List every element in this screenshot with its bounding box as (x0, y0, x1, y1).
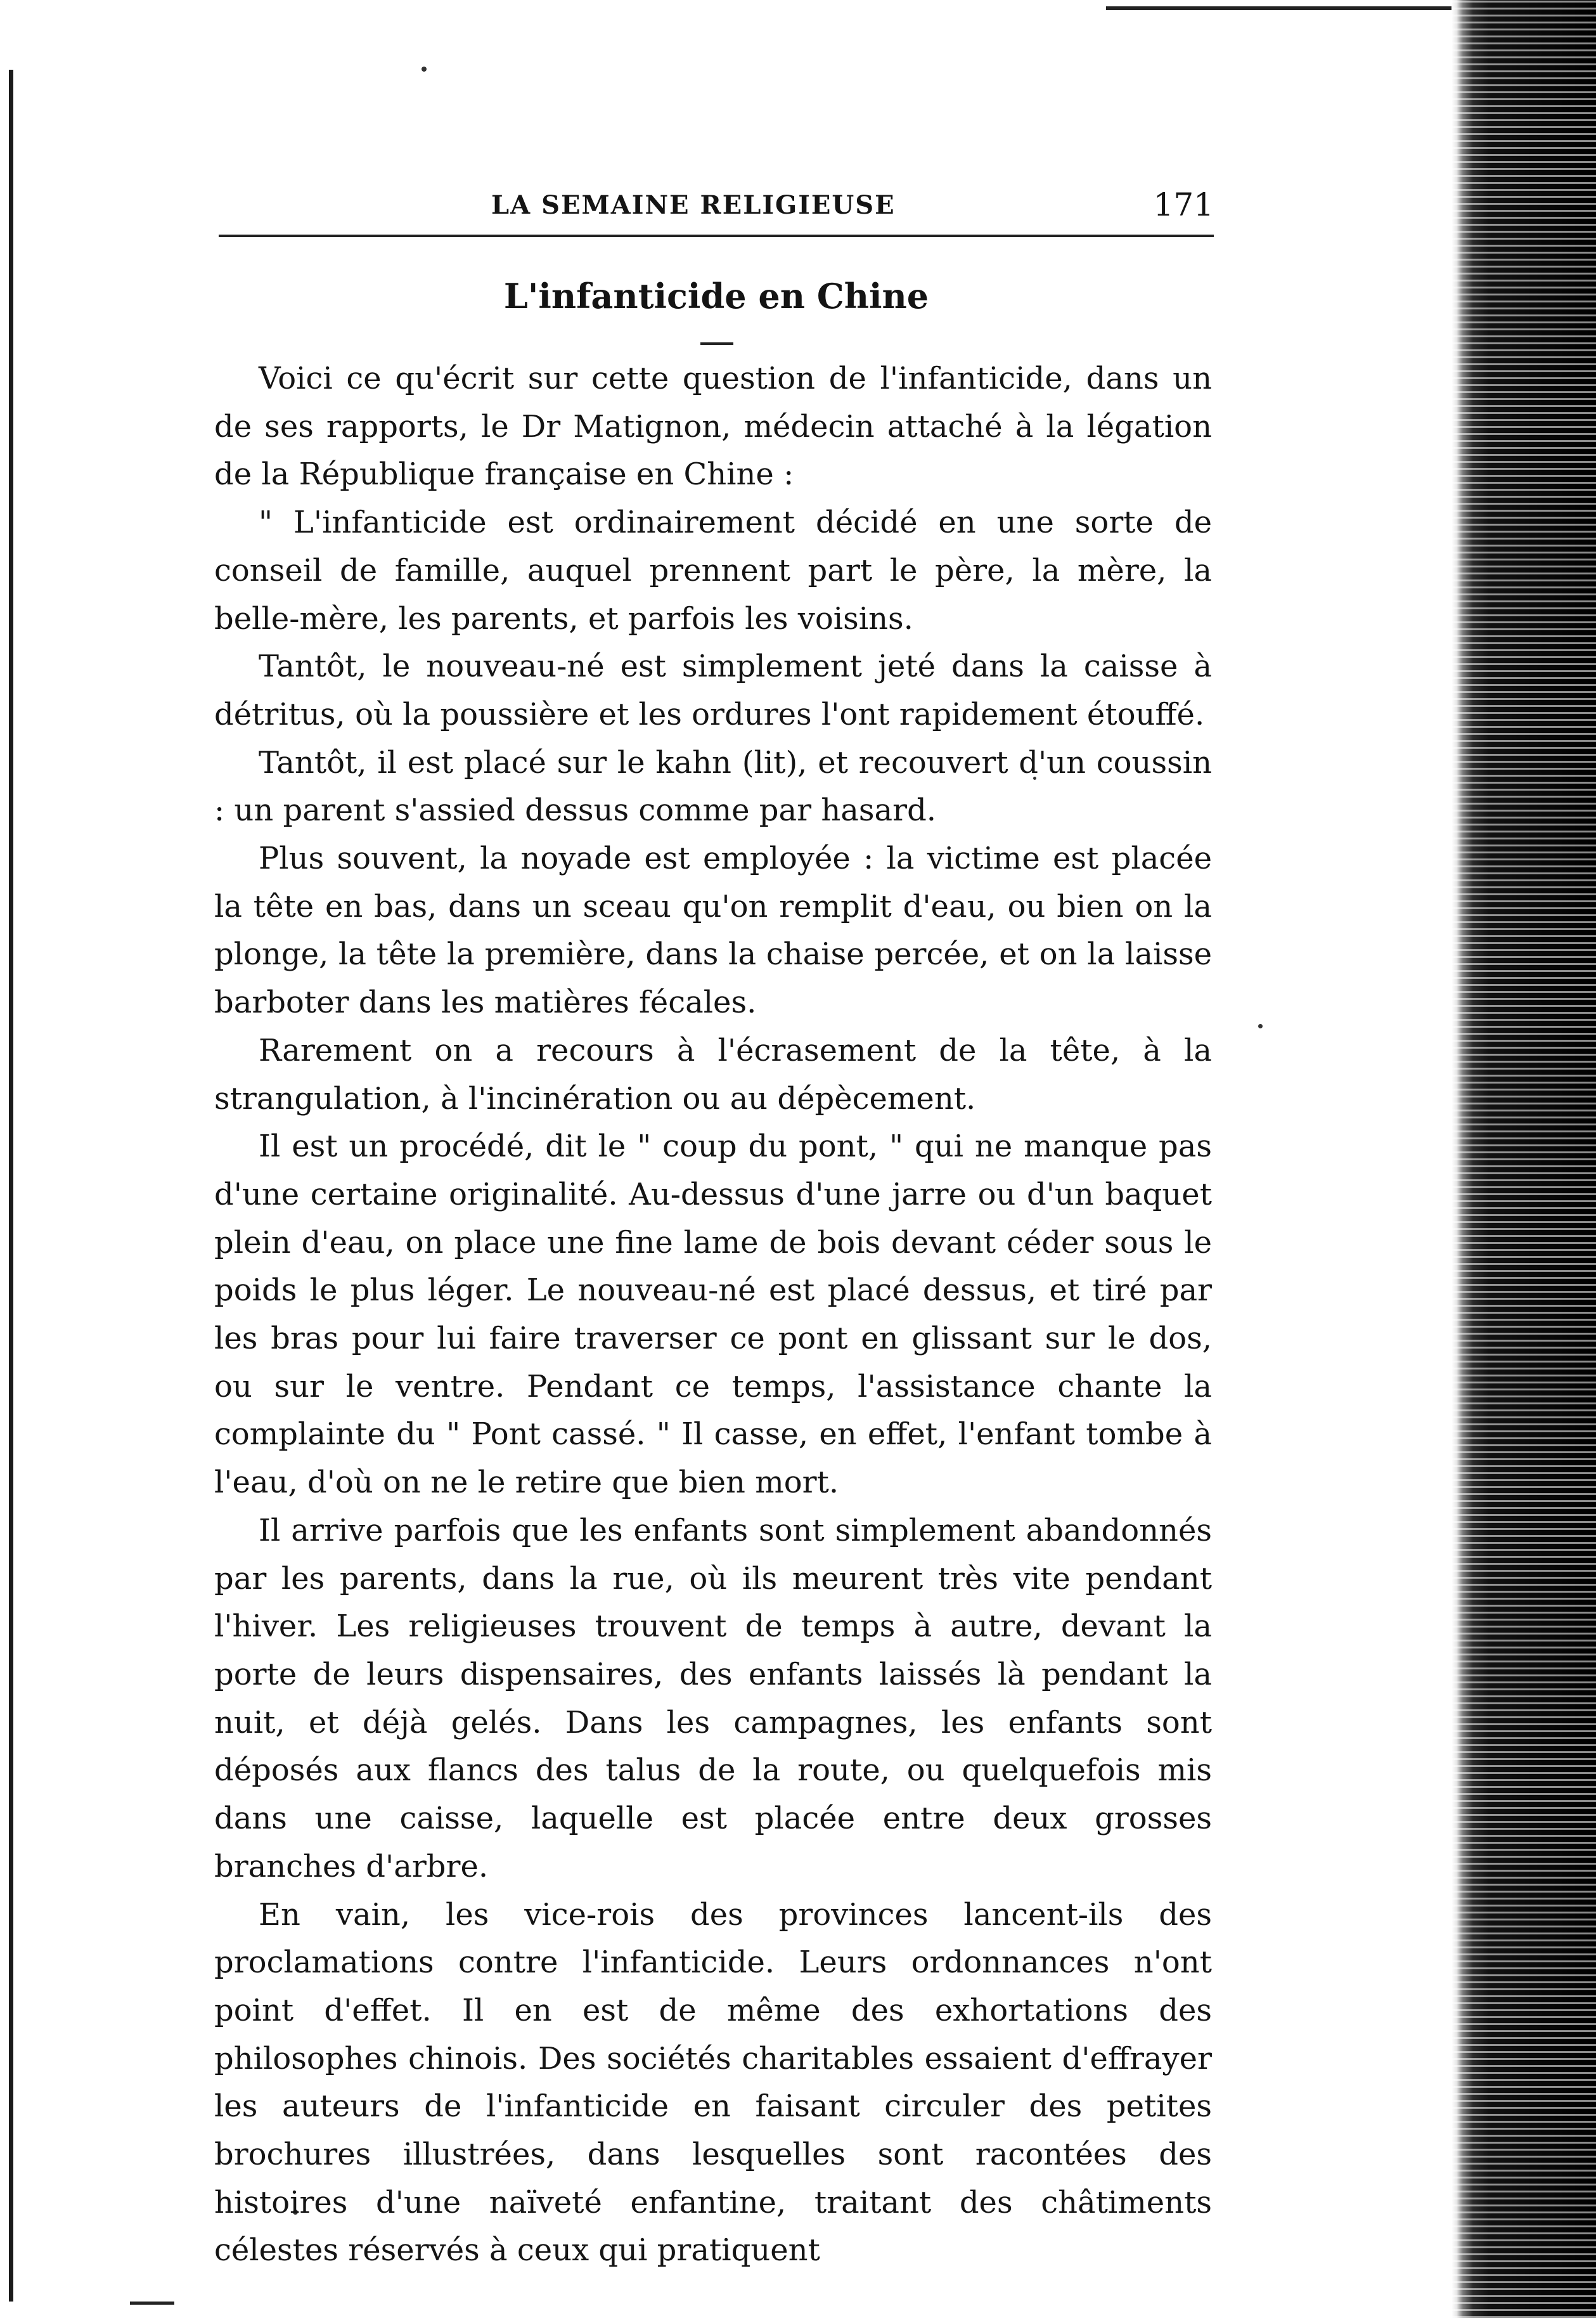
paragraph: En vain, les vice-rois des provinces lancent-ils des proclamations contre l'infanticide. Leurs ordonnances n'ont point d'effet. Il en est de même des exhortations des philosophes chinois. Des sociétés charitables essaient d'effrayer les auteurs de l'infanticide en faisant circuler des petites brochures illustrées, dans lesquelles sont racontées des histoires d'une naïveté enfantine, traitant des châtiments célestes réservés à ceux qui pratiquent (214, 1896, 1212, 2269)
paragraph: Tantôt, il est placé sur le kahn (lit), et recouvert d'un coussin : un parent s'assied dessus comme par hasard. (214, 744, 1212, 829)
paragraph: Il est un procédé, dit le " coup du pont, " qui ne manque pas d'une certaine originalité. Au-dessus d'une jarre ou d'un baquet plein d'eau, on place une fine lame de bois devant céder sous le poids le plus léger. Le nouveau-né est placé dessus, et tiré par les bras pour lui faire traverser ce pont en glissant sur le dos, ou sur le ventre. Pendant ce temps, l'assistance chante la complainte du " Pont cassé. " Il casse, en effet, l'enfant tombe à l'eau, d'où on ne le retire que bien mort. (214, 1129, 1212, 1501)
paragraph: Voici ce qu'écrit sur cette question de l'infanticide, dans un de ses rapports, le Dr Matignon, médecin attaché à la légation de la République française en Chine : (214, 361, 1212, 493)
title-rule (700, 342, 733, 345)
paragraph: Tantôt, le nouveau-né est simplement jeté dans la caisse à détritus, où la poussière et les ordures l'ont rapidement étouffé. (214, 649, 1212, 732)
paragraph: " L'infanticide est ordinairement décidé en une sorte de conseil de famille, auquel prennent part le père, la mère, la belle-mère, les parents, et parfois les voisins. (214, 505, 1212, 637)
scan-speck (1258, 1024, 1263, 1028)
running-title: LA SEMAINE RELIGIEUSE (491, 190, 896, 220)
book-binding-shadow (1451, 0, 1596, 2318)
scan-top-rule (1106, 6, 1467, 10)
page-number: 171 (1153, 186, 1214, 223)
scan-bottom-mark (130, 2302, 174, 2305)
article-body (214, 355, 1212, 2275)
article-title: L'infanticide en Chine (503, 276, 929, 316)
paragraph: Plus souvent, la noyade est employée : la victime est placée la tête en bas, dans un sceau qu'on remplit d'eau, ou bien on la plonge, la tête la première, dans la chaise percée, et on la laisse barboter dans les matières fécales. (214, 841, 1212, 1021)
paragraph: Rarement on a recours à l'écrasement de la tête, à la strangulation, à l'incinération ou au dépècement. (214, 1032, 1212, 1117)
scan-speck (422, 67, 427, 72)
scan-left-edge (9, 70, 13, 2302)
paragraph: Il arrive parfois que les enfants sont simplement abandonnés par les parents, dans la rue, où ils meurent très vite pendant l'hiver. Les religieuses trouvent de temps à autre, devant la porte de leurs dispensaires, des enfants laissés là pendant la nuit, et déjà gelés. Dans les campagnes, les enfants sont déposés aux flancs des talus de la route, ou quelquefois mis dans une caisse, laquelle est placée entre deux grosses branches d'arbre. (214, 1512, 1212, 1884)
page-header (219, 186, 1214, 241)
header-rule (219, 235, 1214, 237)
